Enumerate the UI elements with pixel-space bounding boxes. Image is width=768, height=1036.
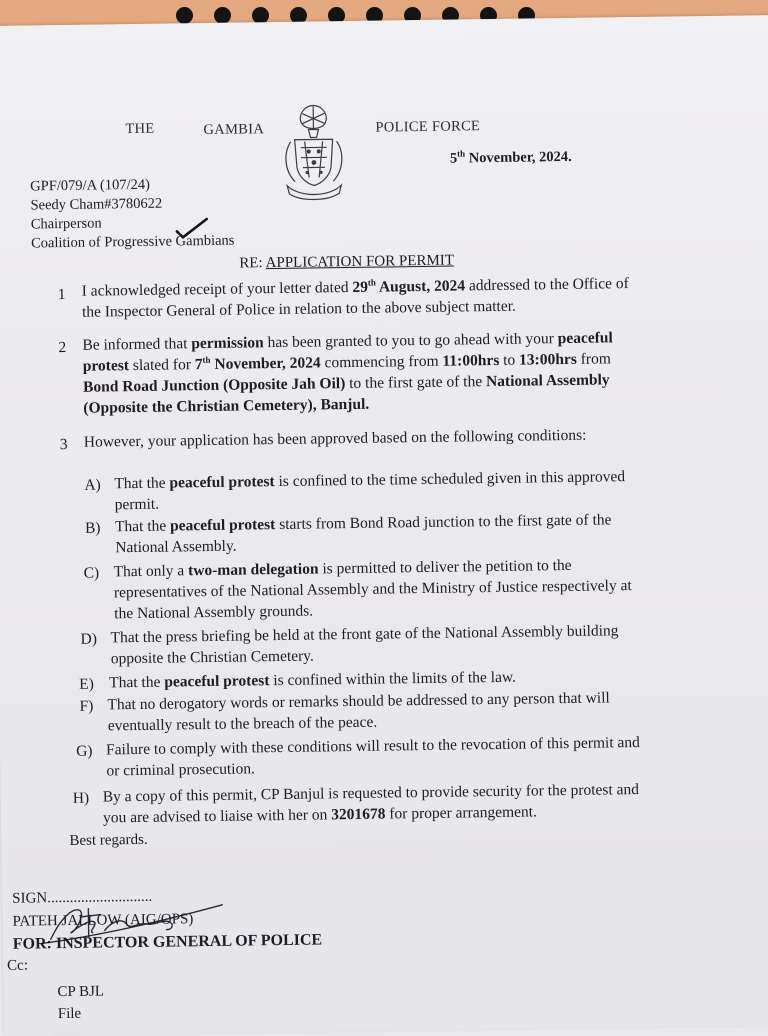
condition-c-line: the National Assembly grounds.	[114, 602, 314, 623]
paragraph-3-line: However, your application has been approved based on the following conditions:	[83, 426, 587, 451]
condition-e-line	[109, 669, 516, 693]
text-run: Bond Road Junction (Opposite Jah Oil)	[82, 375, 346, 396]
text-run: 3201678	[331, 805, 386, 824]
cc-label: Cc:	[7, 957, 29, 974]
condition-h-line	[103, 803, 537, 827]
subject-prefix: RE:	[239, 255, 266, 272]
text-run: for proper arrangement.	[385, 803, 538, 823]
text-run: peaceful protest	[169, 473, 275, 492]
paragraph-2-line: (Opposite the Christian Cemetery), Banjul.	[83, 395, 370, 417]
condition-f-line: eventually result to the breach of the peace.	[107, 713, 378, 735]
condition-c-line	[114, 557, 572, 581]
text-run: peaceful protest	[164, 672, 270, 691]
date-month-year: November, 2024.	[465, 148, 572, 167]
paragraph-number: 2	[58, 338, 67, 357]
condition-b-line: National Assembly.	[115, 537, 237, 557]
condition-g-line: or criminal prosecution.	[106, 760, 256, 780]
text-run: commencing from	[320, 352, 443, 372]
closing-regards: Best regards.	[69, 831, 148, 849]
text-run: National Assembly	[485, 371, 610, 391]
paragraph-2-line	[83, 371, 610, 396]
condition-label: A)	[84, 476, 101, 494]
text-run: 13:00hrs	[519, 350, 577, 369]
date-day: 5	[449, 150, 458, 167]
text-run: to the first gate of the	[345, 373, 487, 393]
text-run: peaceful protest	[169, 516, 276, 535]
text-run: I acknowledged receipt of your letter dated	[81, 278, 353, 300]
text-run: th	[367, 277, 376, 288]
text-run: is confined within the limits of the law.	[269, 668, 517, 690]
text-run: two-man delegation	[187, 560, 319, 580]
recipient-organisation: Coalition of Progressive Gambians	[30, 232, 235, 252]
signatory-name: PATEH JALLOW (AIG/OPS)	[12, 911, 194, 930]
header-the: THE	[125, 120, 155, 138]
text-run: is confined to the time scheduled given in this approved	[274, 468, 626, 491]
condition-label: G)	[76, 742, 93, 760]
signature-line	[12, 888, 152, 908]
text-run: permission	[191, 334, 264, 353]
recipient-title: Chairperson	[30, 215, 102, 233]
text-run: That the	[109, 673, 165, 692]
binder-hole	[176, 7, 193, 24]
condition-a-line: permit.	[114, 495, 160, 514]
paragraph-number: 1	[57, 285, 66, 304]
date-suffix: th	[457, 148, 466, 159]
police-crest-icon	[278, 101, 349, 204]
recipient-name: Seedy Cham#3780622	[30, 195, 163, 214]
binder-hole	[214, 7, 231, 24]
text-run: Be informed that	[82, 335, 192, 354]
condition-label: D)	[80, 630, 98, 648]
paragraph-number: 3	[59, 435, 68, 454]
text-run: That the	[114, 517, 171, 536]
text-run: is permitted to deliver the petition to the	[318, 556, 572, 578]
text-run: you are advised to liaise with her on	[102, 806, 332, 827]
condition-h-line: By a copy of this permit, CP Banjul is requested to provide security for the protest and	[102, 781, 640, 806]
condition-label: F)	[79, 697, 94, 715]
text-run: addressed to the Office of	[464, 275, 629, 295]
text-run: to	[499, 351, 520, 369]
letter-date	[450, 148, 572, 168]
text-run: That the	[114, 474, 170, 493]
condition-d-line: opposite the Christian Cemetery.	[110, 647, 314, 668]
text-run: 7	[194, 356, 203, 374]
text-run: That only a	[113, 562, 189, 581]
text-run: peaceful	[557, 329, 613, 348]
condition-a-line	[114, 468, 625, 493]
condition-g-line: Failure to comply with these conditions will result to the revocation of this permit and	[106, 733, 640, 759]
paragraph-1-line	[82, 275, 629, 301]
text-run: slated for	[128, 356, 195, 375]
text-run: from	[576, 350, 611, 368]
cc-recipient: File	[57, 1005, 82, 1023]
condition-label: H)	[72, 789, 90, 807]
subject-line	[239, 252, 454, 273]
text-run: th	[202, 354, 211, 365]
subject-title: APPLICATION FOR PERMIT	[265, 252, 455, 272]
header-police-force: POLICE FORCE	[375, 118, 481, 136]
text-run: August, 2024	[375, 277, 466, 296]
signature-dots: ........................	[62, 888, 153, 907]
condition-c-line: representatives of the National Assembly and the Ministry of Justice respectively at	[113, 577, 632, 602]
text-run: starts from Bond Road junction to the first gate of the	[275, 511, 612, 534]
condition-d-line: That the press briefing be held at the front gate of the National Assembly building	[110, 622, 619, 647]
condition-label: C)	[83, 564, 100, 582]
signatory-office: FOR: INSPECTOR GENERAL OF POLICE	[12, 931, 323, 953]
condition-b-line	[115, 511, 612, 536]
sign-label: SIGN....	[12, 890, 63, 907]
paragraph-1-line: the Inspector General of Police in relation to the above subject matter.	[81, 297, 516, 321]
text-run: 11:00hrs	[442, 351, 500, 370]
text-run: has been granted to you to go ahead with your	[263, 330, 558, 352]
cc-recipient: CP BJL	[57, 983, 105, 1001]
condition-label: B)	[84, 519, 101, 537]
text-run: protest	[82, 357, 130, 375]
condition-f-line: That no derogatory words or remarks should be addressed to any person that will	[107, 689, 610, 714]
letter-page	[0, 15, 768, 1036]
text-run: November, 2024	[210, 354, 321, 373]
condition-label: E)	[79, 675, 94, 693]
reference-number: GPF/079/A (107/24)	[30, 176, 150, 195]
header-gambia: GAMBIA	[203, 121, 265, 139]
text-run: 29	[352, 278, 369, 296]
